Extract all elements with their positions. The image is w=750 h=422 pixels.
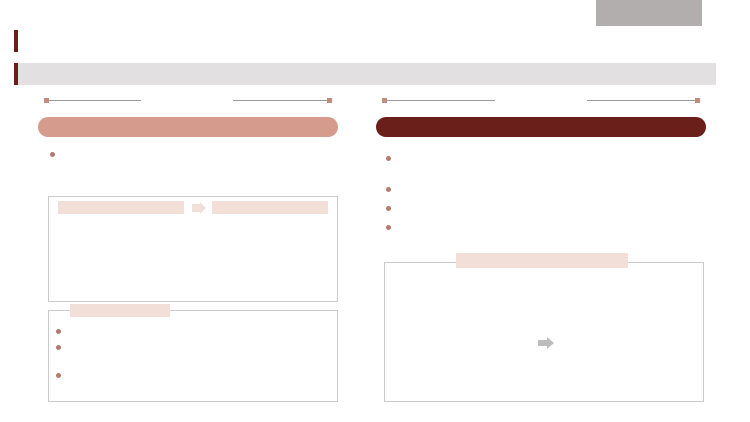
- right-bullet-dot-3: [386, 225, 391, 230]
- subtitle-accent-bar: [14, 63, 18, 85]
- subtitle-box: [14, 63, 716, 85]
- left-intro-bullet: [50, 152, 55, 157]
- right-bullet-dot-0: [386, 156, 391, 161]
- title-accent-bar: [14, 30, 18, 52]
- choose-project-box: [48, 310, 338, 402]
- brand-tab: [596, 0, 702, 26]
- right-banner: [376, 117, 706, 137]
- left-heading-line-left: [49, 100, 141, 101]
- choose-bullet-dot-0: [56, 329, 61, 334]
- arrow-right-icon: [192, 202, 206, 214]
- most-concerned-tag: [212, 201, 328, 214]
- right-bullet-dot-1: [386, 187, 391, 192]
- choose-bullet-dot-2: [56, 373, 61, 378]
- right-heading-line-right: [587, 100, 695, 101]
- left-heading-line-right: [233, 100, 327, 101]
- choose-project-tag: [70, 304, 170, 317]
- right-bullet-dot-2: [386, 206, 391, 211]
- top3-tag: [58, 201, 184, 214]
- note-arrow-icon: [538, 337, 554, 349]
- right-heading-dot-right: [695, 98, 700, 103]
- left-heading-dot-right: [327, 98, 332, 103]
- chart-title-tag: [456, 253, 628, 268]
- factor-bar-chart: [384, 268, 704, 398]
- choose-bullet-dot-1: [56, 345, 61, 350]
- right-heading-line-left: [387, 100, 495, 101]
- left-banner: [38, 117, 338, 137]
